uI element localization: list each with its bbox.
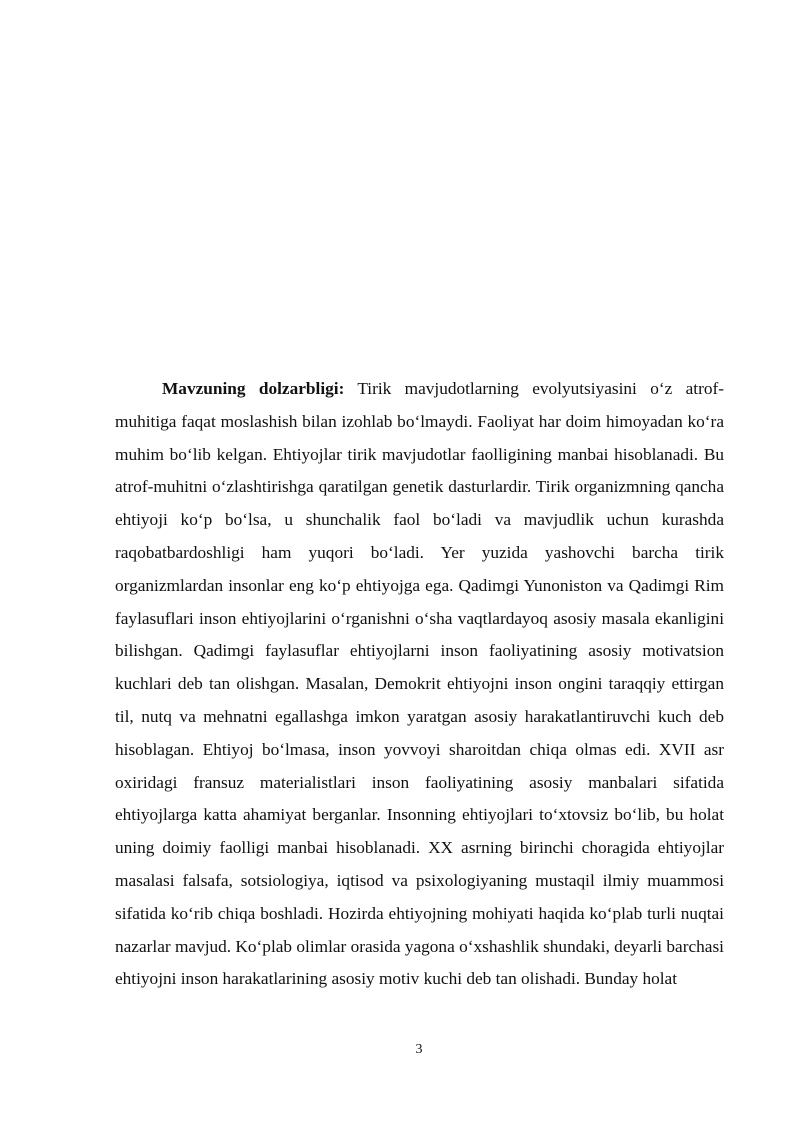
paragraph-text: Tirik mavjudotlarning evolyutsiyasini o‘z atrof-muhitiga faqat moslashish bilan izohlab bo‘lmaydi. Faoliyat har doim himoyadan ko‘ra muhim bo‘lib kelgan. Ehtiyojlar tirik mavjudotlar faolligining manbai hisoblanadi. Bu atrof-muhitni o‘zlashtirishga qaratilgan genetik dasturlardir. Tirik organizmning qancha ehtiyoji ko‘p bo‘lsa, u shunchalik faol bo‘ladi va mavjudlik uchun kurashda raqobatbardoshligi ham yuqori bo‘ladi. Yer yuzida yashovchi barcha tirik organizmlardan insonlar eng ko‘p ehtiyojga ega. Qadimgi Yunoniston va Qadimgi Rim faylasuflari inson ehtiyojlarini o‘rganishni o‘sha vaqtlardayoq asosiy masala ekanligini bilishgan. Qadimgi faylasuflar ehtiyojlarni inson faoliyatining asosiy motivatsion kuchlari deb tan olishgan. Masalan, Demokrit ehtiyojni inson ongini taraqqiy ettirgan til, nutq va mehnatni egallashga imkon yaratgan asosiy harakatlantiruvchi kuch deb hisoblagan. Ehtiyoj bo‘lmasa, inson yovvoyi sharoitdan chiqa olmas edi. XVII asr oxiridagi fransuz materialistlari inson faoliyatining asosiy manbalari sifatida ehtiyojlarga katta ahamiyat berganlar. Insonning ehtiyojlari to‘xtovsiz bo‘lib, bu holat uning doimiy faolligi manbai hisoblanadi. XX asrning birinchi choragida ehtiyojlar masalasi falsafa, sotsiologiya, iqtisod va psixologiyaning mustaqil ilmiy muammosi sifatida ko‘rib chiqa boshladi. Hozirda ehtiyojning mohiyati haqida ko‘plab turli nuqtai nazarlar mavjud. Ko‘plab olimlar orasida yagona o‘xshashlik shundaki, deyarli barchasi ehtiyojni inson harakatlarining asosiy motiv kuchi deb tan olishadi. Bunday holat: [115, 379, 724, 989]
page-number: 3: [415, 1042, 423, 1057]
section-lead-heading: Mavzuning dolzarbligi:: [162, 379, 345, 398]
body-paragraph: [115, 373, 724, 996]
